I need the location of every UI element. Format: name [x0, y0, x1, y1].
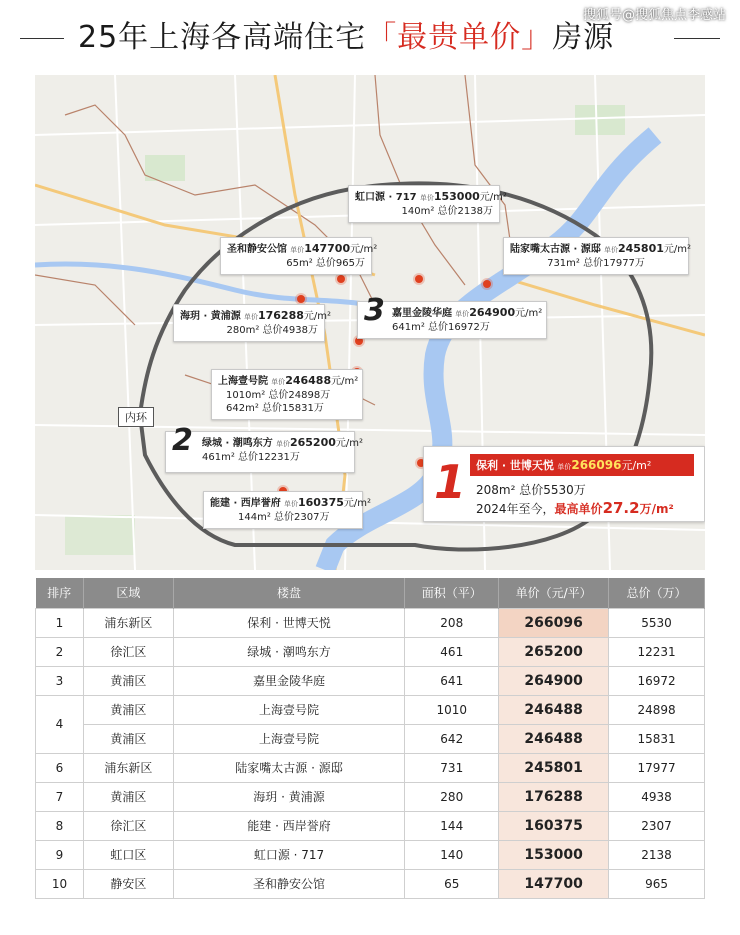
cell-estate: 上海壹号院	[173, 724, 405, 753]
callout-unit: 元/m²	[350, 244, 378, 255]
cell-unit-price: 246488	[499, 724, 609, 753]
table-row[interactable]	[36, 608, 705, 637]
cell-unit-price: 153000	[499, 840, 609, 869]
callout-total: 总价12231万	[238, 452, 300, 463]
callout-west-bund[interactable]	[203, 491, 372, 529]
table-header-row	[36, 578, 705, 608]
cell-total: 2307	[609, 811, 705, 840]
cell-estate: 陆家嘴太古源 · 源邸	[173, 753, 405, 782]
callout-price: 264900	[469, 306, 516, 319]
callout-area: 208m²	[476, 483, 516, 497]
callout-name: 圣和静安公馆	[227, 244, 287, 255]
callout-total: 总价16972万	[428, 322, 490, 333]
cell-district: 浦东新区	[83, 608, 173, 637]
header-rank[interactable]: 排序	[36, 578, 84, 608]
park-area	[65, 515, 135, 555]
cell-total: 17977	[609, 753, 705, 782]
callout-total: 总价2138万	[437, 206, 493, 217]
callout-price: 246488	[285, 374, 332, 387]
cell-unit-price: 264900	[499, 666, 609, 695]
title-suffix: 房源	[552, 20, 615, 55]
unit-label: 单价	[275, 440, 290, 448]
callout-unit: 元/m²	[515, 308, 543, 319]
cell-district: 浦东新区	[83, 753, 173, 782]
title-highlight: 「最贵单价」	[366, 20, 553, 55]
cell-rank: 7	[36, 782, 84, 811]
cell-unit-price: 160375	[499, 811, 609, 840]
callout-total: 总价5530万	[519, 483, 586, 497]
callout-name: 虹口源 · 717	[355, 192, 417, 203]
callout-price: 176288	[257, 309, 304, 322]
cell-district: 黄浦区	[83, 782, 173, 811]
callout-name: 绿城 · 潮鸣东方	[202, 438, 273, 449]
unit-label: 单价	[557, 463, 572, 471]
callout-area: 642m²	[226, 403, 259, 414]
cell-area: 280	[405, 782, 499, 811]
cell-total: 24898	[609, 695, 705, 724]
unit-label: 单价	[271, 378, 286, 386]
top-note-label: 最高单价	[554, 502, 603, 516]
unit-label: 单价	[603, 246, 618, 254]
unit-label: 单价	[419, 194, 434, 202]
cell-district: 黄浦区	[83, 666, 173, 695]
shanghai-map[interactable]	[35, 75, 705, 570]
cell-total: 4938	[609, 782, 705, 811]
ranking-table	[35, 578, 705, 899]
unit-label: 单价	[243, 313, 258, 321]
callout-unit: 元/m²	[335, 438, 364, 449]
cell-district: 黄浦区	[83, 695, 173, 724]
callout-area: 1010m²	[226, 390, 266, 401]
callout-price: 266096	[571, 458, 622, 472]
top-name-bar	[470, 454, 694, 476]
cell-district: 虹口区	[83, 840, 173, 869]
cell-area: 461	[405, 637, 499, 666]
callout-shenghe-jingan[interactable]	[220, 237, 378, 275]
callout-greentown-chaoming[interactable]	[165, 423, 364, 473]
cell-area: 641	[405, 666, 499, 695]
cell-rank: 9	[36, 840, 84, 869]
top-note-prefix: 2024年至今，	[476, 502, 555, 516]
table-row[interactable]	[36, 782, 705, 811]
cell-unit-price: 176288	[499, 782, 609, 811]
map-pin[interactable]	[297, 295, 305, 303]
callout-price: 245801	[617, 242, 664, 255]
cell-area: 208	[405, 608, 499, 637]
cell-total: 12231	[609, 637, 705, 666]
map-pin[interactable]	[337, 275, 345, 283]
cell-area: 1010	[405, 695, 499, 724]
cell-unit-price: 245801	[499, 753, 609, 782]
callout-haiyue-huangpu[interactable]	[173, 304, 332, 342]
cell-rank: 4	[36, 695, 84, 753]
unit-label: 单价	[290, 246, 305, 254]
table-row[interactable]	[36, 869, 705, 898]
cell-area: 731	[405, 753, 499, 782]
cell-unit-price: 246488	[499, 695, 609, 724]
callout-unit: 元/m²	[663, 244, 692, 255]
cell-estate: 保利 · 世博天悦	[173, 608, 405, 637]
callout-unit: 元/m²	[621, 459, 652, 472]
title-rule-left	[20, 38, 64, 39]
callout-total: 总价965万	[315, 258, 365, 269]
table-row[interactable]	[36, 753, 705, 782]
callout-lujiazui-taikoo[interactable]	[503, 237, 692, 275]
cell-estate: 圣和静安公馆	[173, 869, 405, 898]
callout-price: 160375	[297, 496, 344, 509]
header-district[interactable]: 区域	[83, 578, 173, 608]
cell-rank: 1	[36, 608, 84, 637]
unit-label: 单价	[283, 500, 298, 508]
title-bar	[0, 0, 740, 70]
table-row[interactable]	[36, 811, 705, 840]
table-row[interactable]	[36, 724, 705, 753]
map-pin[interactable]	[415, 275, 423, 283]
cell-total: 965	[609, 869, 705, 898]
inner-ring-label: 内环	[118, 407, 154, 427]
cell-unit-price: 147700	[499, 869, 609, 898]
header-unit-price[interactable]: 单价（元/平）	[499, 578, 609, 608]
table-row[interactable]	[36, 637, 705, 666]
cell-rank: 10	[36, 869, 84, 898]
callout-area: 144m²	[238, 512, 271, 523]
cell-district: 徐汇区	[83, 637, 173, 666]
callout-kerry-jinling[interactable]	[357, 293, 547, 339]
callout-unit: 元/m²	[479, 192, 507, 203]
cell-total: 16972	[609, 666, 705, 695]
header-total[interactable]: 总价（万）	[609, 578, 705, 608]
callout-unit: 元/m²	[331, 376, 359, 387]
table-row[interactable]	[36, 695, 705, 724]
page-title	[78, 16, 668, 60]
cell-rank: 2	[36, 637, 84, 666]
table-row[interactable]	[36, 840, 705, 869]
callout-area: 65m²	[286, 258, 313, 269]
cell-estate: 嘉里金陵华庭	[173, 666, 405, 695]
cell-estate: 海玥 · 黄浦源	[173, 782, 405, 811]
table-row[interactable]	[36, 666, 705, 695]
cell-estate: 上海壹号院	[173, 695, 405, 724]
callout-name: 海玥 · 黄浦源	[180, 311, 241, 322]
callout-price: 147700	[304, 242, 351, 255]
callout-name: 嘉里金陵华庭	[392, 308, 452, 319]
cell-unit-price: 266096	[499, 608, 609, 637]
callout-name: 保利 · 世博天悦	[476, 459, 554, 472]
cell-area: 140	[405, 840, 499, 869]
rank-number: 3	[364, 293, 385, 328]
callout-name: 上海壹号院	[218, 376, 268, 387]
callout-total: 总价2307万	[274, 512, 330, 523]
callout-price: 153000	[433, 190, 480, 203]
rank-number: 1	[434, 455, 467, 509]
callout-area: 731m²	[547, 258, 580, 269]
callout-total: 总价24898万	[268, 390, 331, 401]
callout-total: 总价17977万	[583, 258, 645, 269]
cell-estate: 绿城 · 潮鸣东方	[173, 637, 405, 666]
callout-area: 461m²	[202, 452, 235, 463]
callout-name: 陆家嘴太古源 · 源邸	[510, 244, 601, 255]
top-note-value: 27.2	[602, 499, 640, 517]
callout-hongkou-717[interactable]	[348, 185, 507, 223]
cell-rank: 3	[36, 666, 84, 695]
cell-area: 144	[405, 811, 499, 840]
cell-district: 静安区	[83, 869, 173, 898]
cell-unit-price: 265200	[499, 637, 609, 666]
cell-district: 徐汇区	[83, 811, 173, 840]
title-rule-right	[674, 38, 720, 39]
header-estate[interactable]: 楼盘	[173, 578, 405, 608]
callout-total: 总价15831万	[262, 403, 324, 414]
cell-area: 642	[405, 724, 499, 753]
header-area[interactable]: 面积（平）	[405, 578, 499, 608]
rank-number: 2	[172, 423, 193, 458]
cell-area: 65	[405, 869, 499, 898]
cell-rank: 8	[36, 811, 84, 840]
callout-name: 能建 · 西岸誉府	[210, 498, 281, 509]
top-note-unit: 万/m²	[639, 502, 674, 516]
callout-shanghai-one[interactable]	[211, 369, 363, 420]
cell-district: 黄浦区	[83, 724, 173, 753]
park-area	[575, 105, 625, 135]
callout-area: 280m²	[226, 325, 260, 336]
callout-unit: 元/m²	[343, 498, 372, 509]
callout-price: 265200	[289, 436, 336, 449]
callout-area: 140m²	[401, 206, 435, 217]
watermark: 搜狐号@搜狐焦点李感站	[582, 8, 726, 23]
callout-area: 641m²	[392, 322, 425, 333]
cell-rank: 6	[36, 753, 84, 782]
callout-unit: 元/m²	[303, 311, 332, 322]
title-prefix: 25年上海各高端住宅	[78, 20, 367, 55]
callout-poly-expo-top1[interactable]	[423, 446, 705, 522]
cell-total: 5530	[609, 608, 705, 637]
cell-estate: 虹口源 · 717	[173, 840, 405, 869]
cell-total: 15831	[609, 724, 705, 753]
callout-total: 总价4938万	[262, 325, 318, 336]
cell-estate: 能建 · 西岸誉府	[173, 811, 405, 840]
map-pin[interactable]	[483, 280, 491, 288]
unit-label: 单价	[455, 310, 470, 318]
cell-total: 2138	[609, 840, 705, 869]
